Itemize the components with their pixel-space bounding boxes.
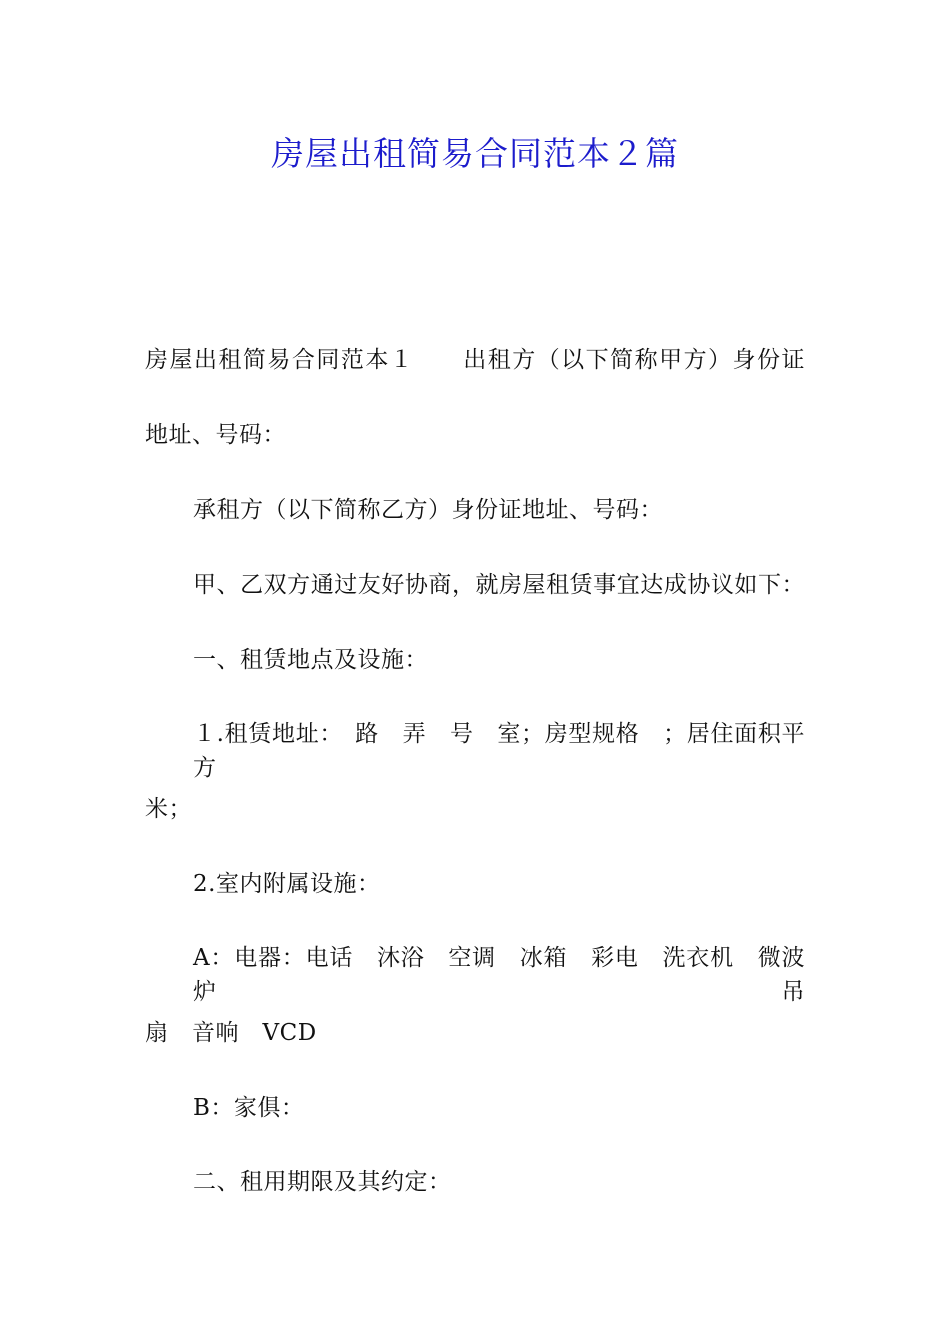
paragraph-line: 2.室内附属设施： xyxy=(193,871,381,897)
paragraph-line: 米； xyxy=(145,796,192,822)
section-heading: 一、租赁地点及设施： xyxy=(193,647,428,673)
section-heading: 二、租用期限及其约定： xyxy=(193,1169,452,1195)
paragraph-line: 房屋出租简易合同范本１ 出租方（以下简称甲方）身份证 xyxy=(145,347,805,373)
paragraph-line: 地址、号码： xyxy=(145,422,286,448)
paragraph-line: 扇 音响 VCD xyxy=(145,1020,317,1046)
paragraph-line: 承租方（以下简称乙方）身份证地址、号码： xyxy=(193,497,663,523)
paragraph-line: 甲、乙双方通过友好协商，就房屋租赁事宜达成协议如下： xyxy=(193,572,805,598)
paragraph-line: １.租赁地址： 路 弄 号 室；房型规格 ；居住面积平方 xyxy=(193,721,805,781)
document-title: 房屋出租简易合同范本２篇 xyxy=(271,134,679,173)
paragraph-line: B：家俱： xyxy=(193,1095,305,1121)
paragraph-line: A：电器：电话 沐浴 空调 冰箱 彩电 洗衣机 微波炉 吊 xyxy=(193,945,805,1005)
